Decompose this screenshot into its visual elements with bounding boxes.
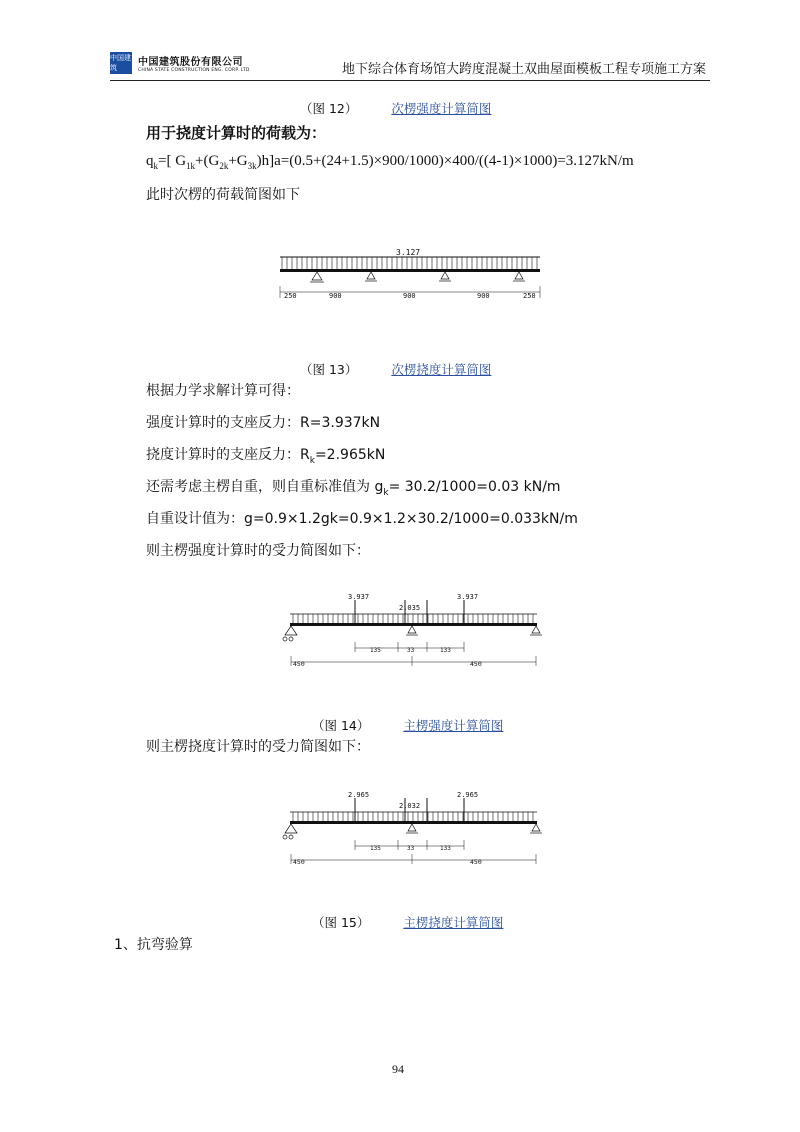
company-logo xyxy=(110,52,250,74)
figure-title-link[interactable]: 次楞强度计算简图 xyxy=(391,101,492,116)
uniform-load-label: 2.032 xyxy=(399,802,421,810)
secondary-load-text: 此时次楞的荷载简图如下 xyxy=(146,187,300,203)
mechanics-text: 根据力学求解计算可得： xyxy=(146,383,300,399)
span-label: 900 xyxy=(329,292,342,300)
supports xyxy=(310,272,525,282)
dim-label: 33 xyxy=(407,845,415,852)
dim-label: 450 xyxy=(470,858,482,866)
dim-label: 135 xyxy=(370,647,381,654)
figure-number: （图 12） xyxy=(300,101,358,116)
figure-number: （图 15） xyxy=(312,915,370,930)
formula-qk: $q_k=$[ $G_{1k}+(G_{2k}+G_{3k})h]a=(0.5+(24+1.5)\times 900/1000)\times 400/((4-1)\times 1000)=3.127kN/m$ xyxy=(146,153,634,171)
figure-13-caption xyxy=(300,360,491,378)
dim-label: 33 xyxy=(407,647,415,654)
figure-title-link[interactable]: 次楞挠度计算简图 xyxy=(391,362,492,377)
span-label: 250 xyxy=(523,292,536,300)
dim-label: 133 xyxy=(440,647,451,654)
main-beam-strength-diagram xyxy=(275,590,545,670)
figure-number: （图 14） xyxy=(312,718,370,733)
point-load-label: 2.965 xyxy=(348,791,370,799)
dim-label: 133 xyxy=(440,845,451,852)
load-value: 3.127 xyxy=(396,248,421,257)
beam xyxy=(290,821,537,824)
point-load-label: 3.937 xyxy=(348,593,370,601)
supports xyxy=(283,626,542,641)
company-name-cn: 中国建筑股份有限公司 xyxy=(138,57,243,68)
dim-label: 450 xyxy=(293,858,305,866)
span-label: 900 xyxy=(477,292,490,300)
dim-label: 450 xyxy=(293,660,305,668)
main-deflection-text: 则主楞挠度计算时的受力简图如下： xyxy=(146,739,370,755)
page-number: 94 xyxy=(392,1062,404,1076)
dim-label: 450 xyxy=(470,660,482,668)
dim-label: 135 xyxy=(370,845,381,852)
point-load-label: 3.937 xyxy=(457,593,479,601)
selfweight-design: 自重设计值为：g=0.9×1.2gk=0.9×1.2×30.2/1000=0.033kN/m xyxy=(146,511,578,527)
beam xyxy=(290,623,537,626)
secondary-beam-diagram xyxy=(270,248,550,300)
figure-15-caption xyxy=(312,913,503,931)
figure-14-caption xyxy=(312,716,503,734)
reaction-strength: 强度计算时的支座反力：R=3.937kN xyxy=(146,415,381,431)
point-load-label: 2.965 xyxy=(457,791,479,799)
figure-number: （图 13） xyxy=(300,362,358,377)
selfweight-standard: 还需考虑主楞自重，则自重标准值为 $g_k= 30.2/1000=0.03$ kN/m xyxy=(146,479,561,498)
load-arrows xyxy=(282,257,537,269)
logo-mark-icon: 中国建筑 xyxy=(110,54,131,72)
beam xyxy=(280,269,540,272)
figure-12-caption xyxy=(300,99,491,117)
company-name-en: CHINA STATE CONSTRUCTION ENG. CORP. LTD xyxy=(138,68,250,73)
deflection-load-heading: 用于挠度计算时的荷载为： xyxy=(146,124,327,142)
supports xyxy=(283,824,542,839)
main-strength-text: 则主楞强度计算时的受力简图如下： xyxy=(146,543,370,559)
section-heading: 1、抗弯验算 xyxy=(114,937,193,953)
figure-title-link[interactable]: 主楞挠度计算简图 xyxy=(403,915,504,930)
span-label: 250 xyxy=(284,292,297,300)
uniform-load-label: 2.035 xyxy=(399,604,421,612)
document-title: 地下综合体育场馆大跨度混凝土双曲屋面模板工程专项施工方案 xyxy=(341,62,706,77)
reaction-deflection: 挠度计算时的支座反力：$R_k=2.965kN$ xyxy=(146,447,386,466)
span-label: 900 xyxy=(403,292,416,300)
main-beam-deflection-diagram xyxy=(275,788,545,868)
page-header xyxy=(110,50,710,81)
figure-title-link[interactable]: 主楞强度计算简图 xyxy=(403,718,504,733)
